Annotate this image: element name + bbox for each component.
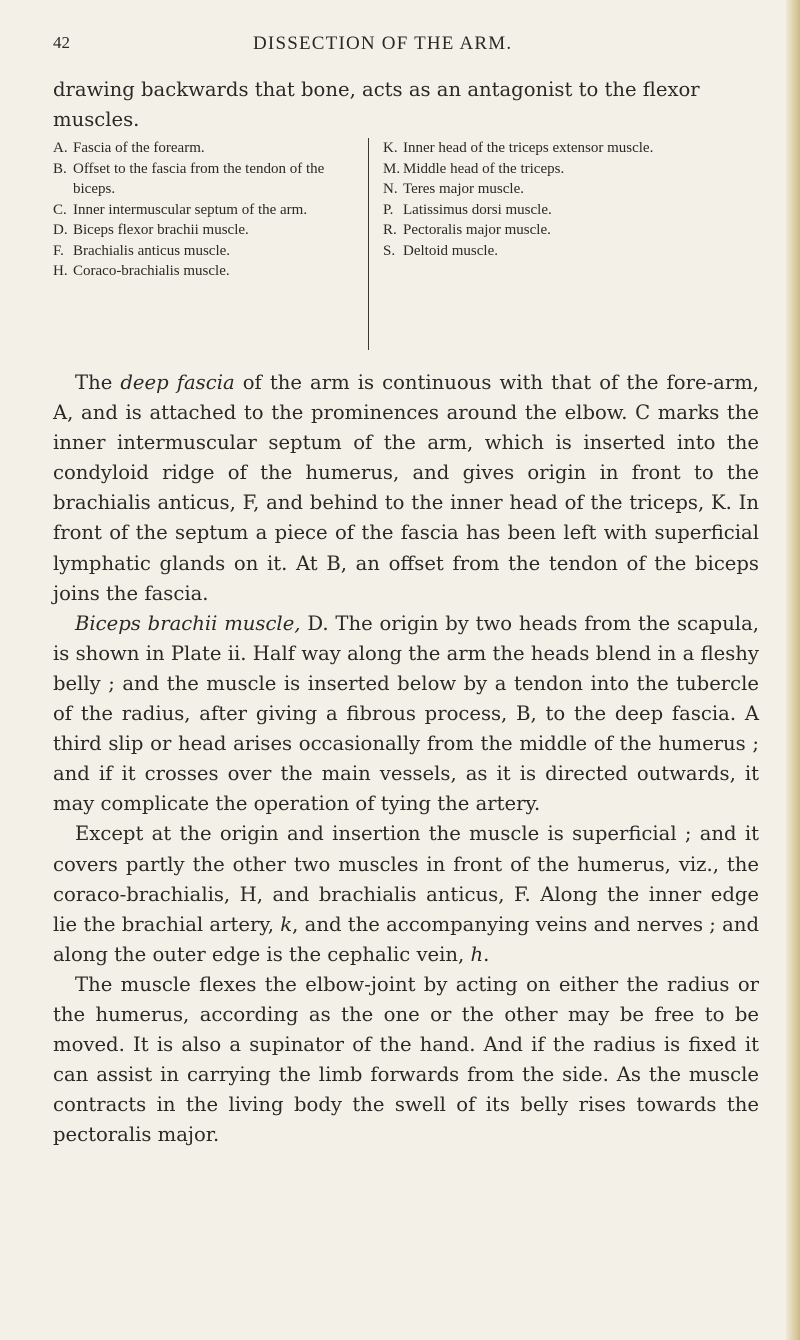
legend-item (383, 241, 723, 262)
legend-key: P. (383, 201, 394, 218)
legend-item (53, 241, 353, 262)
page-header (53, 33, 753, 59)
paragraph-biceps (53, 609, 759, 820)
legend-item (53, 159, 353, 200)
legend-item (53, 200, 353, 221)
legend-key: B. (53, 160, 67, 177)
legend-key: D. (53, 222, 68, 238)
ref-h: h (470, 942, 484, 966)
legend-text: Deltoid muscle. (403, 242, 498, 259)
ref-k: k (280, 912, 293, 936)
intro-paragraph: drawing backwards that bone, acts as an antagonist to the flexor muscles. (53, 78, 700, 131)
legend-item (383, 138, 723, 159)
paragraph-relations (53, 819, 759, 969)
legend-item (383, 200, 723, 221)
legend-text: Biceps flexor brachii muscle. (73, 222, 249, 238)
paragraph-text: . (483, 942, 490, 966)
legend-item (383, 220, 723, 241)
paragraph-deep-fascia (53, 368, 759, 609)
term-deep-fascia: deep fascia (120, 371, 235, 394)
legend-text: Inner intermuscular septum of the arm. (73, 201, 308, 218)
legend-item (53, 220, 353, 241)
legend-text: Fascia of the forearm. (73, 140, 205, 156)
legend-text: Offset to the fascia from the tendon of the biceps. (73, 160, 325, 197)
paragraph-text: D. The origin by two heads from the scapula, is shown in Plate ii. Half way along the arm the heads blend in a fleshy belly ; and the muscle is inserted below by a tendon into the tubercle of the radius, after giving a fibrous process, B, to the deep fascia. A third slip or head arises occasionally from the middle of the humerus ; and if it crosses over the main vessels, as it is directed outwards, it may complicate the operation of tying the artery. (53, 611, 759, 816)
legend-key: C. (53, 201, 67, 218)
legend-text: Latissimus dorsi muscle. (403, 201, 552, 218)
legend-key: R. (383, 222, 397, 238)
legend-left-column (53, 138, 353, 282)
legend-item (53, 138, 353, 159)
paragraph-text: of the arm is continuous with that of the fore-arm, A, and is attached to the prominences around the elbow. C marks the inner intermuscular septum of the arm, which is inserted into the condyloid ridge of the humerus, and gives origin in front to the brachialis anticus, F, and behind to the inner head of the triceps, K. In front of the septum a piece of the fascia has been left with superficial lymphatic glands on it. At B, an offset from the tendon of the biceps joins the fascia. (53, 371, 760, 605)
paragraph-lead: The (75, 371, 121, 394)
legend-key: F. (53, 242, 64, 259)
legend-text: Pectoralis major muscle. (403, 222, 551, 238)
page-edge-shadow (786, 0, 800, 1340)
legend-key: A. (53, 140, 68, 156)
body-text (53, 368, 759, 1150)
legend-key: S. (383, 242, 396, 259)
legend-text: Middle head of the triceps. (403, 160, 565, 177)
paragraph-text: The muscle flexes the elbow-joint by acting on either the radius or the humerus, according as the one or the other may be free to be moved. It is also a supinator of the hand. And if the radius is fixed it can assist in carrying the limb forwards from the side. As the muscle contracts in the living body the swell of its belly rises towards the pectoralis major. (53, 972, 759, 1147)
legend-divider (368, 138, 369, 350)
legend-item (383, 159, 723, 180)
term-biceps-brachii: Biceps brachii muscle, (75, 611, 301, 635)
legend-text: Inner head of the triceps extensor muscle. (403, 140, 654, 156)
legend-key: N. (383, 181, 398, 197)
legend-text: Coraco-brachialis muscle. (73, 263, 230, 279)
legend-text: Teres major muscle. (403, 181, 524, 197)
legend-right-column (383, 138, 723, 261)
legend-key: K. (383, 140, 398, 156)
paragraph-text: Except at the origin and insertion the muscle is superficial ; and it covers partly the other two muscles in front of the humerus, viz., the coraco-brachialis, H, and brachialis anticus, F. Along the inner edge lie the brachial artery, (53, 822, 759, 936)
legend-item (53, 261, 353, 282)
running-head: DISSECTION OF THE ARM. (253, 33, 513, 54)
page-number: 42 (53, 33, 70, 52)
legend-item (383, 179, 723, 200)
figure-legend (53, 138, 753, 353)
paragraph-text: , and the accompanying veins and nerves ; and along the outer edge is the cephalic vein, (53, 912, 760, 966)
legend-key: H. (53, 263, 68, 279)
paragraph-action (53, 970, 759, 1151)
legend-text: Brachialis anticus muscle. (73, 242, 231, 259)
legend-key: M. (383, 160, 401, 177)
